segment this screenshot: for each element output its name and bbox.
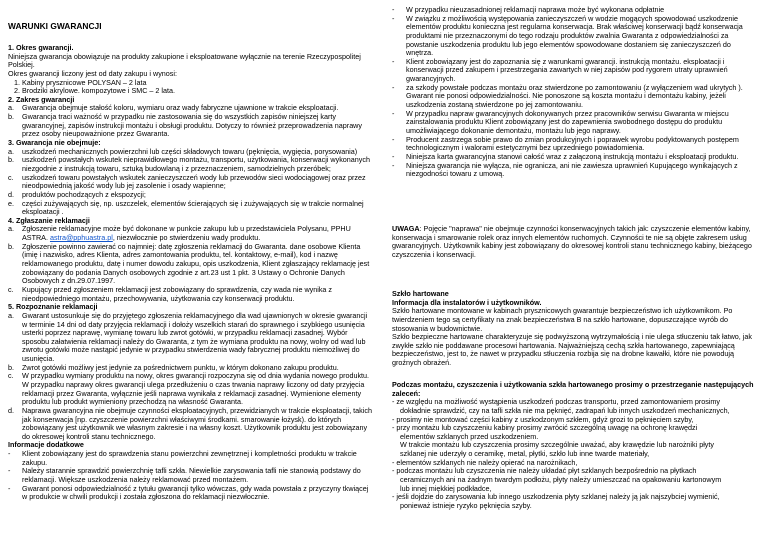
section-subheading: Informacja dla instalatorów i użytkowników. bbox=[392, 297, 542, 307]
list-line: - prosimy nie montować części kabiny z uszkodzonym szkłem, gdyż grozi to pęknięciem szyby, bbox=[392, 414, 694, 424]
list-line: - podczas montażu lub czyszczenia nie należy układać płyt szklanych bezpośrednio na płytkach bbox=[392, 466, 697, 476]
list-line: ceramicznych ani na żadnym twardym podłożu, płyty należy umieszczać na opakowaniu kartonowym bbox=[400, 475, 722, 485]
section-heading: 5. Rozpoznanie reklamacji bbox=[8, 302, 98, 312]
list-line: elementów szklanych przed uszkodzeniem. bbox=[400, 431, 539, 441]
list-line: szklanej nie uderzyły o ceramikę, metal, płytki, szkło lub inne twarde materiały, bbox=[400, 449, 650, 459]
list-item: 2. Brodziki akrylowe. kompozytowe i SMC – 2 lata. bbox=[14, 86, 175, 96]
list-line: - jeśli dojdzie do zarysowania lub innego uszkodzenia płyty szklanej należy ją jak najszybciej wymienić, bbox=[392, 492, 720, 502]
paragraph: Niniejsza gwarancja obowiązuje na produkty zakupione i eksploatowane wyłącznie na terenie Rzeczypospolitej Polskiej. bbox=[8, 51, 361, 70]
list-item: - Producent zastrzega sobie prawo do zmian produkcyjnych i poprawek wyrobu podyktowanych postępem technologicznym i walorami estetycznymi bez uprzedniego powiadomienia. bbox=[392, 134, 739, 153]
list-item: c. uszkodzeń towaru powstałych wskutek zanieczyszczeń wody lub przewodów sieci wodociągowej oraz przez nieodpowiednią jakość wody lub jej zasolenie i osady wapienne; bbox=[8, 172, 366, 191]
glass-handling-section bbox=[392, 381, 758, 511]
section-heading: 2. Zakres gwarancji bbox=[8, 94, 75, 104]
document-title: WARUNKI GWARANCJI bbox=[8, 21, 102, 31]
list-item: - Należy starannie sprawdzić powierzchnię tafli szkła. Niewielkie zarysowania tafli nie stanowią podstawy do reklamacji. Większe uszkodzenia należy reklamować przed montażem. bbox=[8, 466, 361, 485]
section-heading: Szkło hartowane bbox=[392, 289, 449, 298]
uwaga-text: : Pojęcie "naprawa" nie obejmuje czynności konserwacyjnych takich jak: czyszczenie elementów kabiny, konserwacja i smarowanie rolek oraz innych elementów ruchomych. Czynności te nie są objęte zakresem usług gwarancyjnych. Użytkownik kabiny jest zobowiązany do okresowej kontroli stanu technicznego kabiny, bieżącego czyszczenia i konserwacji. bbox=[392, 224, 752, 259]
list-item: 1. Kabiny prysznicowe POLYSAN – 2 lata bbox=[14, 77, 147, 87]
list-item: - W przypadku nieuzasadnionej reklamacji naprawa może być wykonana odpłatnie bbox=[392, 5, 665, 14]
paragraph: Szkło bezpieczne hartowane charakteryzuje się podwyższoną wytrzymałością i nie ulega stłuczeniu tak łatwo, jak zwykłe szkło nie poddawane procesowi hartowania. Najważniejszą cechą szkła hartowanego, zapewniającą bezpieczeństwo, jest to, że nawet w przypadku stłuczenia rozbija się na drobne kawałki, które nie powodują groźnych obrażeń. bbox=[392, 332, 752, 368]
section-heading: 4. Zgłaszanie reklamacji bbox=[8, 215, 90, 225]
list-line: - elementów szklanych nie należy opierać na narożnikach, bbox=[392, 457, 578, 467]
list-line: W trakcie montażu lub czyszczenia prosimy szczególnie uważać, aby krawędzie lub narożniki płyty bbox=[400, 440, 714, 450]
list-line: - przy montażu lub czyszczeniu kabiny prosimy zwrócić szczególną uwagę na ochronę krawędzi bbox=[392, 423, 698, 433]
list-item: c. W przypadku wymiany produktu na nowy, okres gwarancji rozpoczyna się od dnia wydania nowego produktu. W przypadku naprawy okres gwarancji ulega przedłużeniu o czas trwania naprawy liczony od daty przyjęcia reklamacji przez Gwaranta, wyłącznie jeśli naprawa wynikała z reklamacji zasadnej. Wymienione elementy produktu lub produkt wymieniony przechodzą na własność Gwaranta. bbox=[8, 371, 370, 407]
section-warranty-period bbox=[8, 44, 374, 502]
list-item: b. Zgłoszenie powinno zawierać co najmniej: datę zgłoszenia reklamacji do Gwaranta. dane osobowe Klienta (imię i nazwisko, adres Klienta, adres zamontowania produktu, tel. kontaktowy, e-mail), kod i nazwę reklamowanego produktu, datę i numer dowodu zakupu, opis uszkodzenia, Klient zgłaszający reklamację jest zobowiązany do podania Danych osobowych zgodnie z art.23 ust 1 pkt. 3 Ustawy o Ochronie Danych Osobowych z dn.29.07.1997. bbox=[8, 241, 370, 286]
list-item: e. części zużywających się, np. uszczelek, elementów ścierających się i zużywających się w trakcie normalnej eksploatacji . bbox=[8, 198, 364, 217]
email-link[interactable]: astra@pphuastra.pl bbox=[49, 233, 113, 243]
section-heading: Podczas montażu, czyszczenia i użytkowania szkła hartowanego prosimy o przestrzeganie następujących zaleceń: bbox=[392, 380, 754, 398]
list-item: a. Gwarant ustosunkuje się do przyjętego zgłoszenia reklamacyjnego dla wad ujawnionych w okresie gwarancji w terminie 14 dni od daty przyjęcia reklamacji i dołoży wszelkich starań do sprawnego i szybkiego usunięcia usterki poprzez naprawę, wymianę towaru lub zwrot gotówki, w przypadku reklamacji zasadnej. Wybór sposobu załatwienia reklamacji należy do Gwaranta, z tym że wymiana produktu na nowy, wolny od wad lub zwrotu gotówki może nastąpić jedynie w przypadku stwierdzenia wady fabrycznej produktu niemożliwej do usunięcia. bbox=[8, 310, 368, 364]
list-item: b. Gwarancja traci ważność w przypadku nie zastosowania się do wszystkich zapisów niniejszej karty gwarancyjnej, zapisów instrukcji montażu i obsługi produktu. Dotyczy to również przeprowadzenia naprawy przez osoby nieupoważnione przez Gwaranta. bbox=[8, 112, 362, 139]
list-item: - Gwarant ponosi odpowiedzialność z tytułu gwarancji tylko wówczas, gdy wada powstała z przyczyny tkwiącej w produkcie w chwili produkcji i została zgłoszona do reklamacji niezwłocznie. bbox=[8, 483, 369, 502]
paragraph: Szkło hartowane montowane w kabinach prysznicowych gwarantuje bezpieczeństwo ich użytkownikom. Po twierdzeniem tego są certyfikaty na znak bezpieczeństwa B na szkło hartowane, dopuszczające wyrób do stosowania w budownictwie. bbox=[392, 306, 733, 333]
uwaga-note bbox=[392, 225, 754, 260]
section-heading: 3. Gwarancja nie obejmuje: bbox=[8, 138, 101, 148]
section-heading: Informacje dodatkowe bbox=[8, 440, 84, 450]
list-line: - ze względu na możliwość wystąpienia uszkodzeń podczas transportu, przed zamontowaniem prosimy bbox=[392, 397, 720, 407]
list-item: a. Gwarancja obejmuje stałość koloru, wymiaru oraz wady fabryczne ujawnione w trakcie eksploatacji. bbox=[8, 103, 339, 113]
list-item: - Niniejsza gwarancja nie wyłącza, nie ogranicza, ani nie zawiesza uprawnień Kupującego wynikających z niezgodności towaru z umową. bbox=[392, 160, 738, 179]
list-item: - Klient zobowiązany jest do zapoznania się z warunkami gwarancji. instrukcją montażu. eksploatacji i konserwacji przed zakupem i przestrzegania zawartych w niej zapisów pod rygorem utraty uprawnień gwarancyjnych. bbox=[392, 56, 728, 84]
list-item: - Klient zobowiązany jest do sprawdzenia stanu powierzchni zewnętrznej i kompletności produktu w trakcie zakupu. bbox=[8, 449, 357, 467]
list-item: - Niniejsza karta gwarancyjna stanowi całość wraz z załączoną instrukcją montażu i eksploatacji produktu. bbox=[392, 151, 739, 161]
tempered-glass-section bbox=[392, 290, 754, 368]
list-item: - W przypadku napraw gwarancyjnych dokonywanych przez pracowników serwisu Gwaranta w miejscu zainstalowania produktu Klient zobowiązany jest do zapewnienia swobodnego dostępu do produktu umożliwiającego dokonanie demontażu, montażu lub jego naprawy. bbox=[392, 108, 729, 135]
list-item: b. Zwrot gotówki możliwy jest jedynie za pośrednictwem punktu, w którym dokonano zakupu produktu. bbox=[8, 362, 339, 372]
list-item: - W związku z możliwością występowania zanieczyszczeń w wodzie mogących spowodować uszkodzenie elementów produktu konieczna jest regularna konserwacja. Brak właściwej konserwacji bądź konserwacja produktami nie przeznaczonymi do tego rodzaju produktów zwalnia Gwaranta z odpowiedzialności za powstanie uszkodzenia produktu lub jego elementów spowodowane dostaniem się zanieczyszczeń do wnętrza. bbox=[392, 13, 743, 58]
list-item: d. Naprawa gwarancyjna nie obejmuje czynności eksploatacyjnych, przewidzianych w trakcie eksploatacji, takich jak konserwacja [np. czyszczenie powierzchni właściwymi środkami. smarowanie łożysk). do których zobowiązany jest użytkownik we własnym zakresie i na własny koszt. Użytkownik produktu jest zobowiązany do okresowej kontroli stanu technicznego. bbox=[8, 405, 372, 441]
paragraph: Okres gwarancji liczony jest od daty zakupu i wynosi: bbox=[8, 68, 177, 78]
list-item: - za szkody powstałe podczas montażu oraz stwierdzone po zamontowaniu (z wyłączeniem wad ukrytych ). Gwarant nie ponosi odpowiedzialności. Nie ponoszone są koszta montażu i demontażu kabiny, jeżeli uszkodzenia zostaną stwierdzone po jej zamontowaniu. bbox=[392, 82, 743, 110]
list-item: a. Zgłoszenie reklamacyjne może być dokonane w punkcie zakupu lub u przedstawiciela Polysanu, PPHU ASTRA. astra@pphuastra.pl, niezwłocznie po stwierdzeniu wady produktu. bbox=[8, 224, 351, 243]
list-line: dokładnie sprawdzić, czy na tafli szkła nie ma pęknięć, zadrapań lub innych uszkodzeń mechanicznych, bbox=[400, 405, 730, 415]
section-heading: 1. Okres gwarancji. bbox=[8, 43, 74, 52]
list-item: a. uszkodzeń mechanicznych powierzchni lub części składowych towaru (pęknięcia, wygięcia, porysowania) bbox=[8, 146, 358, 156]
list-line: lub innej miękkiej podkładce, bbox=[400, 483, 492, 493]
uwaga-label: UWAGA bbox=[392, 224, 420, 233]
list-line: ponieważ istnieje ryzyko pęknięcia szyby. bbox=[400, 500, 532, 510]
list-item: b. uszkodzeń powstałych wskutek nieprawidłowego montażu, transportu, użytkowania, konserwacji wykonanych niezgodnie z instrukcją towaru, sztuką budowlaną i z przeznaczeniem, samodzielnych przeróbek; bbox=[8, 155, 370, 173]
additional-info-bullets bbox=[392, 6, 758, 179]
list-item: d. produktów pochodzących z ekspozycji; bbox=[8, 189, 146, 199]
list-item: c. Kupujący przed zgłoszeniem reklamacji jest zobowiązany do sprawdzenia, czy wada nie wynika z nieodpowiedniego montażu, przechowywania, użytkowania czy konserwacji produktu. bbox=[8, 284, 333, 303]
